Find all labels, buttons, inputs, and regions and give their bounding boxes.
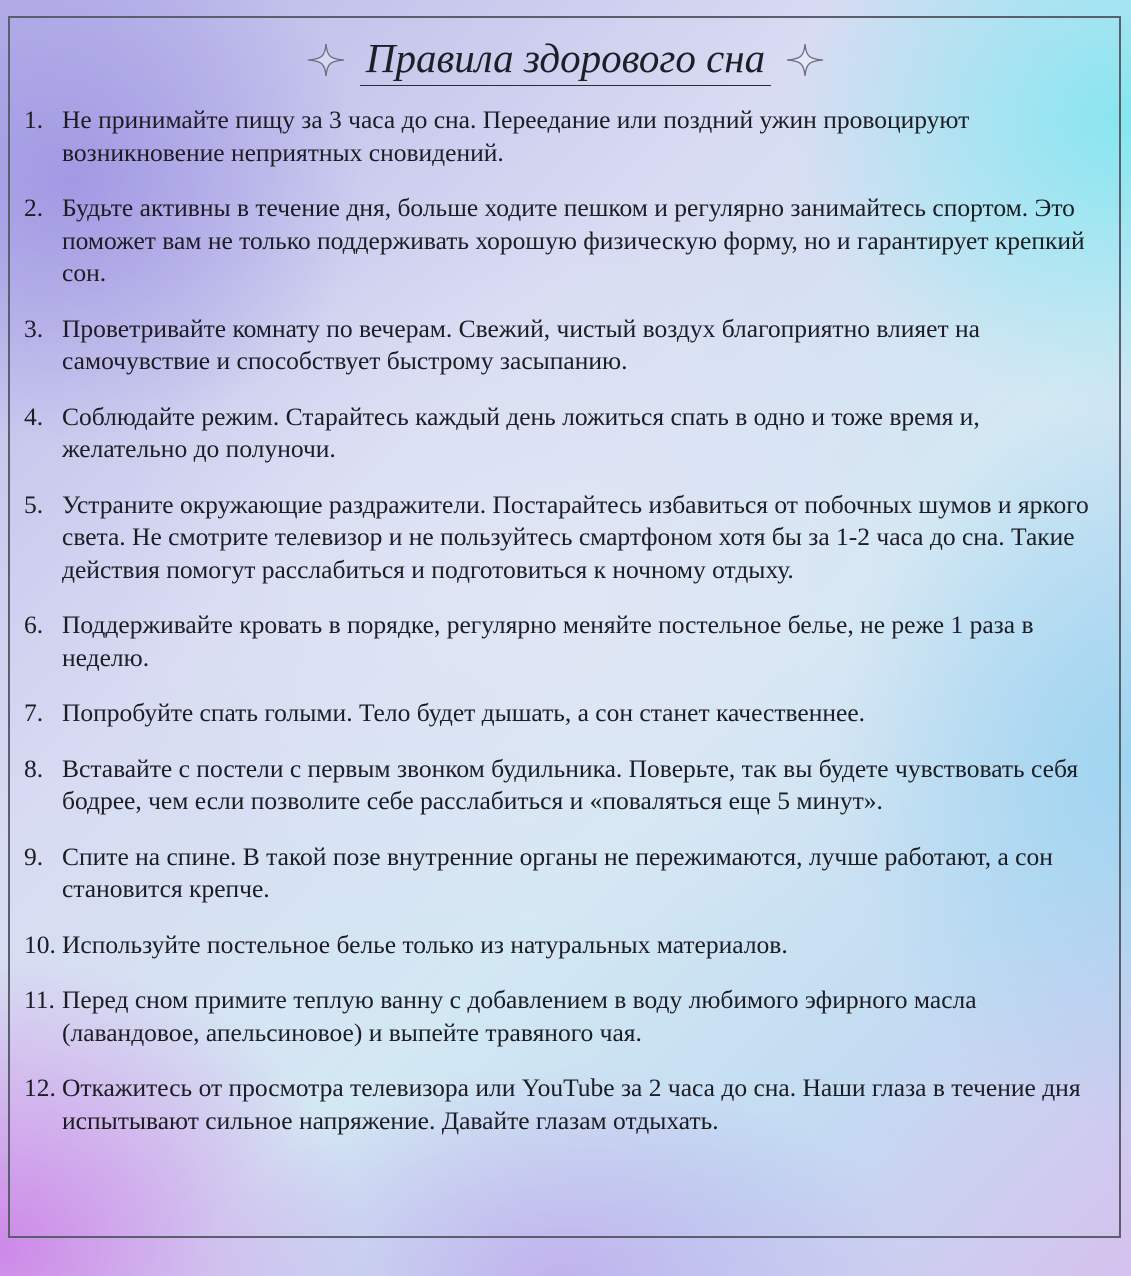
sparkle-star-icon <box>785 42 825 78</box>
rule-text: Попробуйте спать голыми. Тело будет дышать, а сон станет качественнее. <box>62 698 866 727</box>
rule-item <box>24 984 1109 1049</box>
rule-number: 4. <box>24 401 44 431</box>
rule-text: Спите на спине. В такой позе внутренние органы не пережимаются, лучше работают, а сон становится крепче. <box>62 841 1053 903</box>
rule-item <box>24 841 1109 906</box>
sparkle-star-icon <box>306 42 346 78</box>
rule-text: Поддерживайте кровать в порядке, регулярно меняйте постельное белье, не реже 1 раза в неделю. <box>62 610 1034 672</box>
title-area <box>0 30 1131 90</box>
rule-item <box>24 753 1109 818</box>
rule-text: Перед сном примите теплую ванну с добавлением в воду любимого эфирного масла (лавандовое, апельсиновое) и выпейте травяного чая. <box>62 985 977 1047</box>
rule-text: Устраните окружающие раздражители. Постарайтесь избавиться от побочных шумов и яркого света. Не смотрите телевизор и не пользуйтесь смартфоном хотя бы за 1-2 часа до сна. Такие действия помогут расслабиться и подготовиться к ночному отдыху. <box>62 489 1089 584</box>
rule-number: 6. <box>24 610 44 639</box>
rules-list <box>24 104 1109 1160</box>
rule-item <box>24 1072 1109 1137</box>
rule-number: 10. <box>24 929 56 959</box>
rule-text: Проветривайте комнату по вечерам. Свежий, чистый воздух благоприятно влияет на самочувствие и способствует быстрому засыпанию. <box>62 313 980 375</box>
rule-item <box>24 192 1109 290</box>
page-title: Правила здорового сна <box>360 35 771 86</box>
rule-item <box>24 697 1109 730</box>
rule-number: 2. <box>24 193 44 222</box>
rule-item <box>24 104 1109 169</box>
rule-number: 3. <box>24 313 44 343</box>
rule-number: 5. <box>24 489 44 519</box>
rule-text: Используйте постельное белье только из натуральных материалов. <box>62 929 788 959</box>
rule-number: 11. <box>24 985 55 1014</box>
rule-text: Вставайте с постели с первым звонком будильника. Поверьте, так вы будете чувствовать себя бодрее, чем если позволите себе расслабиться и «поваляться еще 5 минут». <box>62 753 1079 815</box>
title-row <box>306 35 825 86</box>
rule-number: 9. <box>24 841 44 871</box>
rule-item <box>24 489 1109 587</box>
rule-text: Соблюдайте режим. Старайтесь каждый день ложиться спать в одно и тоже время и, желательно до полуночи. <box>62 401 980 463</box>
rule-item <box>24 401 1109 466</box>
rule-number: 8. <box>24 753 44 783</box>
rule-text: Не принимайте пищу за 3 часа до сна. Переедание или поздний ужин провоцируют возникновение неприятных сновидений. <box>62 105 970 167</box>
rule-number: 12. <box>24 1073 56 1102</box>
rule-item <box>24 609 1109 674</box>
rule-number: 1. <box>24 105 44 134</box>
rule-text: Будьте активны в течение дня, больше ходите пешком и регулярно занимайтесь спортом. Это поможет вам не только поддерживать хорошую физическую форму, но и гарантирует крепкий сон. <box>62 193 1085 287</box>
rule-item <box>24 929 1109 962</box>
rule-item <box>24 313 1109 378</box>
rule-text: Откажитесь от просмотра телевизора или YouTube за 2 часа до сна. Наши глаза в течение дня испытывают сильное напряжение. Давайте глазам отдыхать. <box>62 1073 1081 1135</box>
rule-number: 7. <box>24 698 44 727</box>
